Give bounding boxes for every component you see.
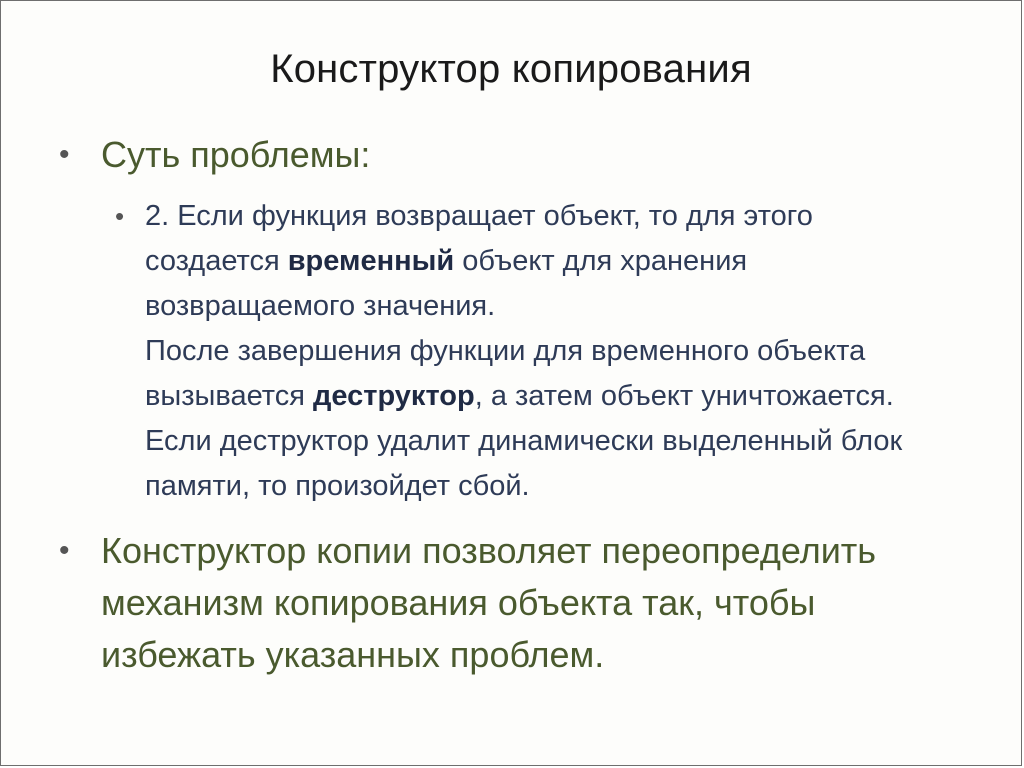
bullet-marker: • <box>59 138 70 171</box>
text-run: вызывается <box>145 380 313 412</box>
sub-bullet-line <box>145 239 985 284</box>
text-run: объект для хранения <box>454 245 748 277</box>
bullet-problem-essence <box>59 129 371 181</box>
sub-bullet-line: 2. Если функция возвращает объект, то для этого <box>145 200 813 232</box>
text-run: создается <box>145 245 288 277</box>
sub-bullet-temporary-object <box>115 194 985 509</box>
sub-bullet-line: Если деструктор удалит динамически выделенный блок <box>145 425 903 457</box>
bullet-text: Суть проблемы: <box>101 134 371 175</box>
bullet-line: Конструктор копии позволяет переопределить <box>101 530 877 571</box>
bullet-line: избежать указанных проблем. <box>101 634 605 675</box>
slide-title: Конструктор копирования <box>270 47 752 91</box>
sub-bullet-marker: • <box>115 201 125 231</box>
sub-bullet-line: возвращаемого значения. <box>145 290 496 322</box>
sub-bullet-line: После завершения функции для временного объекта <box>145 335 866 367</box>
bullet-line: механизм копирования объекта так, чтобы <box>101 582 816 623</box>
bullet-copy-constructor <box>59 525 981 681</box>
bullet-marker: • <box>59 534 70 567</box>
text-run: , а затем объект уничтожается. <box>474 380 894 412</box>
emphasis-destructor: деструктор <box>312 380 475 412</box>
emphasis-temporary: временный <box>287 245 455 277</box>
sub-bullet-line <box>145 374 985 419</box>
sub-bullet-line: памяти, то произойдет сбой. <box>145 470 530 502</box>
